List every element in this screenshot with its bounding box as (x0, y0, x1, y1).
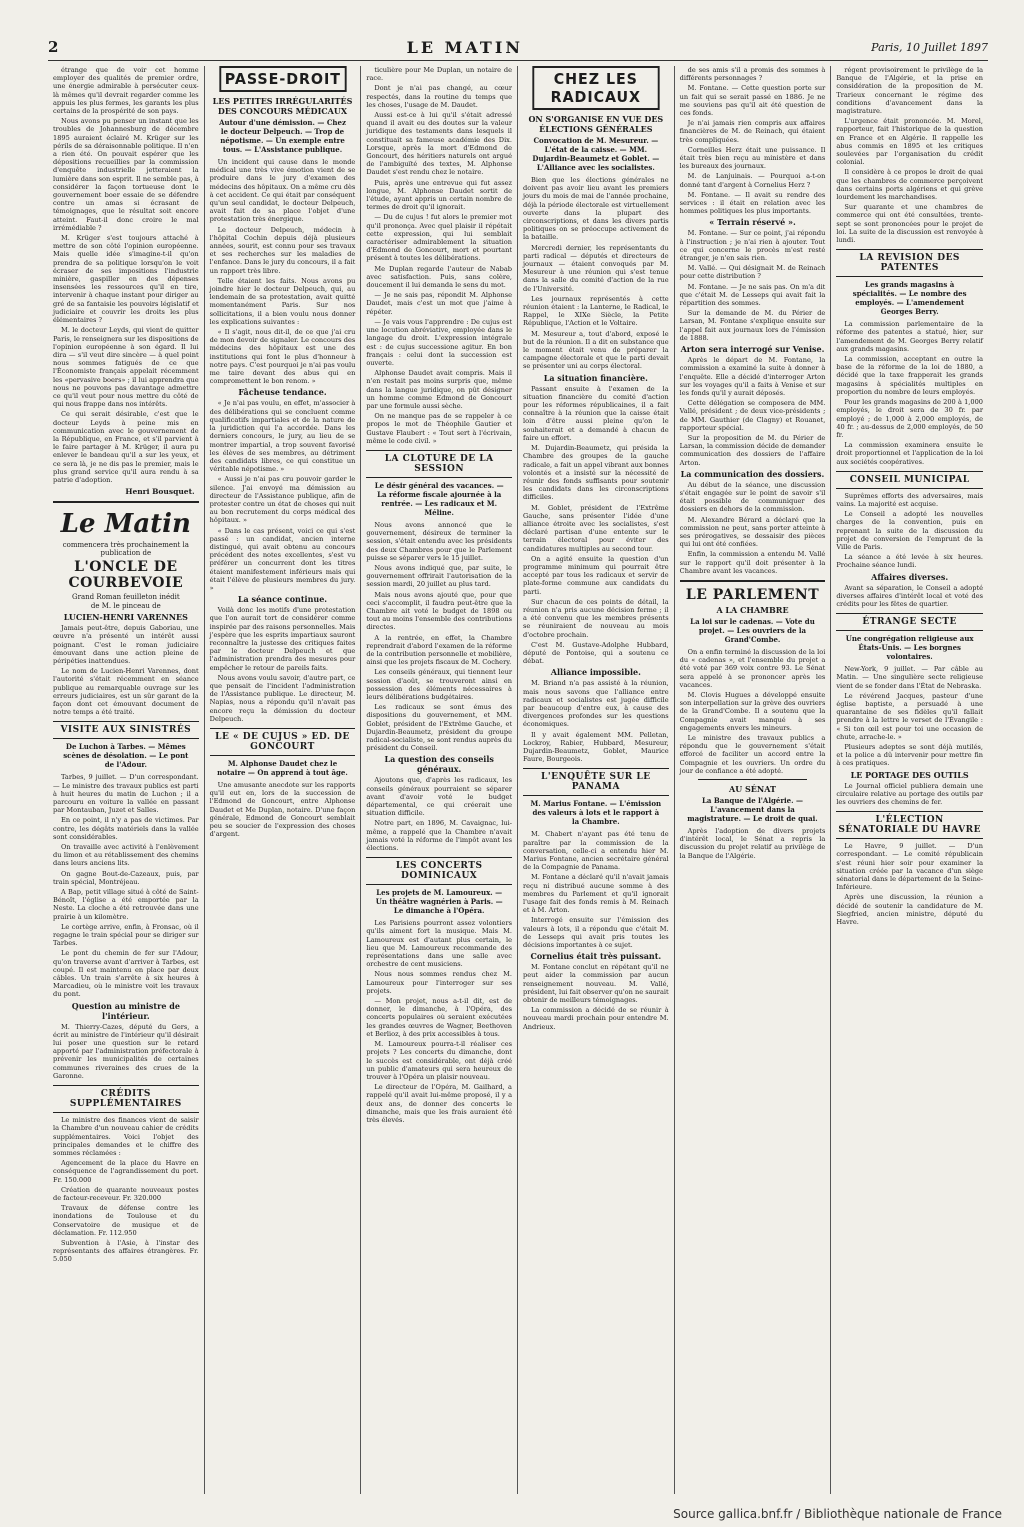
column-1 (48, 66, 205, 1494)
paragraph: — Je vais vous l'apprendre : De cujus est une locution abréviative, employée dans le langage du droit. L'expression intégrale est : de cujus successione agitur. En bon français : celui dont la succession est ouverte. (366, 317, 512, 367)
paragraph: Interrogé ensuite sur l'émission des valeurs à lots, il a répondu que c'était M. de Lesseps qui avait pris toutes les décisions importantes à ce sujet. (523, 916, 669, 950)
paragraph: M. Alexandre Bérard a déclaré que la commission ne peut, sans porter atteinte à ses prérogatives, se dessaisir des pièces qui lui ont été confiées. (679, 515, 826, 549)
paragraph: Sur la demande de M. du Périer de Larsan, M. Fontane s'explique ensuite sur l'appel fait aux journaux lors de l'émission de 1888. (679, 309, 826, 342)
paragraph: M. Fontane. — Je ne sais pas. On m'a dit que c'était M. de Lesseps qui avait fait la répartition des sommes. (679, 282, 826, 308)
deck: Les grands magasins à spécialités. — Le nombre des employés. — L'amendement Georges Berry. (852, 280, 967, 317)
subheading: Alliance impossible. (550, 667, 641, 678)
headline-radicaux: CHEZ LES RADICAUX (532, 66, 659, 110)
paragraph: Telle étaient les faits. Nous avons pu joindre hier le docteur Delpeuch, qui, au lendemain de sa protestation, avait quitté momentanément Paris. Sur nos sollicitations, il a bien voulu nous donner les explications suivantes : (209, 276, 356, 326)
paragraph: Les journaux représentés à cette réunion étaient : la Lanterne, le Radical, le Rappel, le XIXe Siècle, la Petite République, l'Action et le Voltaire. (523, 294, 669, 328)
paragraph: Nous nous sommes rendus chez M. Lamoureux pour l'interroger sur ses projets. (366, 970, 512, 995)
paragraph: « Je n'ai pas voulu, en effet, m'associer à des délibérations qui se concluent comme qualificatifs impartiales et de la nature de la juridiction qui l'a accordée. Dans les derniers concours, le jury, au lieu de se montrer impartial, a trop souvent favorisé les élèves de ses membres, au détriment des candidats libres, ce qui constitue un véritable népotisme. » (209, 399, 356, 474)
paragraph: La commission examinera ensuite le droit proportionnel et l'application de la loi aux sociétés coopératives. (836, 441, 983, 466)
masthead (48, 34, 988, 61)
section-heading-secte: ÉTRANGE SECTE (836, 613, 983, 631)
headline-passe-droit: PASSE-DROIT (219, 66, 346, 92)
section-heading-credits: CRÉDITS SUPPLÉMENTAIRES (53, 1085, 199, 1113)
paragraph: L'urgence était prononcée. M. Morel, rapporteur, fait l'historique de la question en France et en Algérie. Il rappelle les abus commis en 1895 et les critiques soulevées par l'organisation du crédit colonial. (836, 117, 983, 167)
paragraph: On travaille avec activité à l'enlèvement du limon et au rétablissement des chemins dans leurs anciens lits. (53, 843, 199, 868)
paragraph: Le Havre, 9 juillet. — D'un correspondant. — Le comité républicain s'est réuni hier soir pour examiner la situation créée par la vacance d'un siège sénatorial dans le département de la Seine-Inférieure. (836, 842, 983, 892)
paragraph: M. Fontane. — Sur ce point, j'ai répondu à l'instruction ; je n'ai rien à ajouter. Tout ce qui concerne le procès m'est resté étranger, je n'en sais rien. (679, 229, 826, 263)
paragraph: New-York, 9 juillet. — Par câble au Matin. — Une singulière secte religieuse vient de se fonder dans l'État de Nebraska. (836, 665, 983, 690)
paragraph: La commission a décidé de se réunir à nouveau mardi prochain pour entendre M. Andrieux. (523, 1006, 669, 1031)
paragraph: On a enfin terminé la discussion de la loi du « cadenas », et l'ensemble du projet a été voté par 369 voix contre 93. Le Sénat sera appelé à se prononcer après les vacances. (679, 647, 826, 689)
paragraph: Tarbes, 9 juillet. — D'un correspondant. — Le ministre des travaux publics est parti à huit heures du matin de Luchon ; il a parcouru en voiture la vallée en passant par Montauban, Juzet et Salles. (53, 773, 199, 815)
paragraph: Il considère à ce propos le droit de quai que les chambres de commerce perçoivent dans certains ports algériens et qui grève lourdement les marchandises. (836, 168, 983, 202)
signature: Henri Bousquet. (125, 487, 195, 497)
paragraph: Pour les grands magasins de 200 à 1,000 employés, le droit sera de 30 fr. par employé ; de 1,000 à 2,000 employés, de 40 fr. ; au-dessus de 2,000 employés, de 50 fr. (836, 398, 983, 439)
paragraph: Il y avait également MM. Pelletan, Lockroy, Rabier, Hubbard, Mesureur, Dujardin-Beaumetz, Goblet, Maurice Faure, Bourgeois. (523, 730, 669, 764)
newspaper-title: LE MATIN (406, 37, 523, 57)
paragraph: Après une discussion, la réunion a décidé de soutenir la candidature de M. Siegfried, ancien ministre, député du Havre. (836, 893, 983, 927)
column-5 (675, 66, 832, 1494)
paragraph: On ne manque pas de se rappeler à ce propos le mot de Théophile Gautier et Gustave Flaubert : « Tout sert à l'écrivain, même le code civil. » (366, 412, 512, 445)
subheading-senat: AU SÉNAT (729, 784, 776, 795)
paragraph: M. Fontane. — Cette question porte sur un fait qui se serait passé en 1886. Je ne me souviens pas qu'il ait été question de ces fonds. (679, 84, 826, 118)
paragraph: Sur la proposition de M. du Périer de Larsan, la commission décide de demander communication des dossiers de l'affaire Arton. (679, 433, 826, 467)
paragraph: Les radicaux se sont émus des dispositions du gouvernement, et MM. Goblet, président de l'Extrême Gauche, et Dujardin-Beaumetz, président du groupe radical-socialiste, se sont rendus auprès du président du Conseil. (366, 703, 512, 753)
section-heading-havre: L'ÉLECTION SÉNATORIALE DU HAVRE (836, 811, 983, 839)
paragraph: Le ministre des travaux publics a répondu que le gouvernement s'était efforcé de faciliter un accord entre la Compagnie et les ouvriers. Un ordre du jour de confiance a été adopté. (679, 734, 826, 775)
paragraph: Le nom de Lucien-Henri Varennes, dont l'autorité s'était récemment en séance publique au remarquable ouvrage sur les erreurs judiciaires, est un sûr garant de la façon dont cet émouvant document de notre temps a été traité. (53, 667, 199, 717)
column-2 (205, 66, 362, 1494)
paragraph: M. Mesureur a, tout d'abord, exposé le but de la réunion. Il a dit en substance que le moment était venu de préparer la campagne électorale et que le parti devait se présenter uni au corps électoral. (523, 329, 669, 371)
paragraph: Jamais peut-être, depuis Gaboriau, une œuvre n'a présenté un intérêt aussi poignant. C'est le roman judiciaire émouvant dans une action pleine de péripéties inattendues. (53, 624, 199, 665)
paragraph: Plusieurs adeptes se sont déjà mutilés, et la police a dû intervenir pour mettre fin à ces pratiques. (836, 742, 983, 768)
paragraph: Puis, après une entrevue qui fut assez longue, M. Alphonse Daudet sortit de l'étude, ayant appris un certain nombre de termes de droit qu'il ignorait. (366, 178, 512, 212)
page-number: 2 (48, 38, 59, 56)
paragraph: C'est M. Gustave-Adolphe Hubbard, député de Pontoise, qui a soutenu ce débat. (523, 640, 669, 666)
paragraph: Nous avons annoncé que le gouvernement, désireux de terminer la session, s'était entendu avec les présidents des deux Chambres pour que le Parlement puisse se séparer vers le 15 juillet. (366, 520, 512, 562)
subheading: « Terrain réservé ». (709, 217, 796, 228)
subheading-chambre: A LA CHAMBRE (716, 604, 789, 615)
deck: La Banque de l'Algérie. — L'avancement dans la magistrature. — Le droit de quai. (687, 796, 818, 824)
paragraph: Nous avons voulu savoir, d'autre part, ce que pensait de l'incident l'administration de l'Assistance publique. Le directeur, M. Napias, nous a répondu qu'il n'avait pas encore reçu la démission du docteur Delpeuch. (209, 673, 356, 723)
subheadline: ON S'ORGANISE EN VUE DES ÉLECTIONS GÉNÉRALES (528, 114, 664, 134)
paragraph: Dont je n'ai pas changé, au cœur respectés, dans la routine du temps que les choses, l'usage de M. Daudet. (366, 84, 512, 109)
serial-intro: commencera très prochainement la publication de (62, 541, 189, 558)
subheading: Affaires diverses. (871, 571, 949, 582)
paragraph: Cette délégation se composera de MM. Vallé, président ; de deux vice-présidents ; de MM. Gauthier (de Clagny) et Rouanet, rapporteur spécial. (679, 399, 826, 432)
paragraph: Avant sa séparation, le Conseil a adopté diverses affaires d'intérêt local et voté des crédits pour les fêtes de quartier. (836, 583, 983, 608)
paragraph: Enfin, la commission a entendu M. Vallé sur le rapport qu'il doit présenter à la Chambre avant les vacances. (679, 550, 826, 575)
paragraph: — Je ne sais pas, répondit M. Alphonse Daudet, mais c'est un mot que j'aime à répéter. (366, 291, 512, 316)
deck: Convocation de M. Mesureur. — L'état de la caisse. — MM. Dujardin-Beaumetz et Goblet. — L'Alliance avec les socialistes. (532, 136, 660, 172)
deck: Une congrégation religieuse aux États-Unis. — Les borgnes volontaires. (845, 634, 974, 662)
paragraph: « Aussi je n'ai pas cru pouvoir garder le silence. J'ai envoyé ma démission au directeur de l'Assistance publique, afin de protester contre un état de choses qui nuit au bon recrutement du corps médical des hôpitaux. » (209, 475, 356, 525)
paragraph: M. Krüger s'est toujours attaché à mettre de son côté l'opinion européenne. Mais quelle idée s'imagine-t-il qu'on prendra de sa politique lorsqu'on le voit écraser de ses impositions l'industrie minière, gaspiller en des dépenses insensées les ressources qu'il en tire, intervenir à chaque instant pour diriger au gré de sa fantaisie les pouvoirs législatif et judiciaire et couvrir les droits les plus élémentaires ? (53, 234, 199, 325)
issue-date: Paris, 10 Juillet 1897 (871, 40, 988, 54)
columns (48, 66, 988, 1494)
paragraph: Nous avons indiqué que, par suite, le gouvernement offrirait l'autorisation de la session mardi, 20 juillet au plus tard. (366, 563, 512, 589)
paragraph: M. de Lanjuinais. — Pourquoi a-t-on donné tant d'argent à Cornelius Herz ? (679, 172, 826, 189)
paragraph: Ce qui serait désirable, c'est que le docteur Leyds à peine mis en communication avec le gouvernement de la République, en France, et s'il parvient à le faire partager à M. Krüger, il aura pu enlever le bandeau qu'il a sur les yeux, et ce sera là, je ne dis pas le premier, mais le plus grand service qu'il aura rendu à sa patrie d'adoption. (53, 410, 199, 484)
paragraph: M. Dujardin-Beaumetz, qui présida la Chambre des groupes de la gauche radicale, a fait un appel vibrant aux bonnes volontés et a insisté sur la nécessité de réunir des fonds suffisants pour soutenir les candidats dans les circonscriptions difficiles. (523, 444, 669, 502)
paragraph: A la rentrée, en effet, la Chambre reprendrait d'abord l'examen de la réforme de la contribution personnelle et mobilière, ainsi que les projets fiscaux de M. Cochery. (366, 633, 512, 667)
paragraph: Notre part, en 1896, M. Cavaignac, lui-même, a rappelé que la Chambre n'avait jamais voté la réforme de l'impôt avant les élections. (366, 819, 512, 853)
paragraph: « Dans le cas présent, voici ce qui s'est passé : un candidat, ancien interne distingué, qui avait obtenu au concours précédent des notes excellentes, s'est vu préférer un concurrent dont les titres étaient manifestement inférieurs mais qui était l'élève de plusieurs membres du jury. » (209, 526, 356, 592)
deck: M. Marius Fontane. — L'émission des valeurs à lots et le rapport à la Chambre. (530, 799, 662, 827)
deck: Le désir général des vacances. — La réforme fiscale ajournée à la rentrée. — Les radicaux et M. Méline. (374, 480, 504, 517)
paragraph: Après le départ de M. Fontane, la commission a examiné la suite à donner à l'enquête. Elle a décidé d'interroger Arton sur les voyages qu'il a faits à Venise et sur les fonds qu'il y aurait déposés. (679, 356, 826, 397)
section-heading-patentes: LA REVISION DES PATENTES (836, 249, 983, 277)
paragraph: Au début de la séance, une discussion s'était engagée sur le point de savoir s'il était possible de communiquer des dossiers en dehors de la commission. (679, 480, 826, 514)
subheading: La séance continue. (237, 594, 328, 605)
paragraph: Nous avons pu penser un instant que les troubles de Johannesburg de décembre 1895 auraient éclairé M. Krüger sur les périls de sa déraisonnable politique. Il n'en a rien été. On pouvait espérer que les dépositions recueillies par la commission d'enquête industrielle jetteraient la lumière dans son esprit. Il ne semble pas, à considérer la façon tortueuse dont le gouvernement boer essaie de se défendre contre un amas si écrasant de témoignages, que le résultat soit encore atteint. Faut-il donc croire le mal irrémédiable ? (53, 117, 199, 232)
paragraph: Aussi est-ce à lui qu'il s'était adressé quand il avait eu des doutes sur la valeur juridique des testaments dans lesquels il constituait sa fameuse académie des Dix. Lorsque, après la mort d'Edmond de Goncourt, des héritiers naturels ont argué de l'ambiguïté des textes, M. Alphonse Daudet s'est rendu chez le notaire. (366, 111, 512, 177)
paragraph: Alphonse Daudet avait compris. Mais il n'en restait pas moins surpris que, même dans la langue juridique, on pût désigner un homme comme Edmond de Goncourt par une formule aussi sèche. (366, 369, 512, 410)
section-heading-conseil: CONSEIL MUNICIPAL (836, 471, 983, 489)
paragraph: En ce point, il n'y a pas de victimes. Par contre, les dégâts matériels dans la vallée sont considérables. (53, 816, 199, 841)
paragraph: — Du de cujus ! fut alors le premier mot qu'il prononça. Avec quel plaisir il répétait cette expression, qui lui semblait caractériser admirablement la situation d'Edmond de Goncourt, mort et pourtant présent à toutes les délibérations. (366, 213, 512, 263)
section-heading-panama: L'ENQUÊTE SUR LE PANAMA (523, 768, 669, 796)
paragraph: La séance a été levée à six heures. Prochaine séance lundi. (836, 553, 983, 570)
paragraph: Sur chacun de ces points de détail, la réunion n'a pris aucune décision ferme ; il a été convenu que les membres présents se réuniraient de nouveau au mois d'octobre prochain. (523, 597, 669, 639)
paragraph: M. Vallé. — Qui désignait M. de Reinach pour cette distribution ? (679, 264, 826, 281)
subheading: La situation financière. (543, 372, 648, 383)
serial-author: LUCIEN-HENRI VARENNES (63, 612, 188, 623)
subheading: Fâcheuse tendance. (238, 387, 327, 398)
column-6 (831, 66, 988, 1494)
section-heading-cloture: LA CLOTURE DE LA SESSION (366, 450, 512, 478)
paragraph: Le cortège arrive, enfin, à Fronsac, où il regagne le train spécial pour se diriger sur Tarbes. (53, 922, 199, 948)
paragraph: de ses amis s'il a promis des sommes à différents personnages ? (679, 66, 826, 83)
section-heading-visite: VISITE AUX SINISTRÉS (53, 721, 199, 739)
paragraph: Passant ensuite à l'examen de la situation financière du comité d'action pour les réformes républicaines, il a fait connaître à la réunion que la caisse était loin d'être aussi pleine qu'on le souhaiterait et a demandé à chacun de faire un effort. (523, 384, 669, 442)
paragraph: La commission, acceptant en outre la base de la réforme de la loi de 1880, a décidé que la taxe frapperait les grands magasins à spécialités multiples en proportion du nombre de leurs employés. (836, 355, 983, 396)
paragraph: Les Parisiens pourront assez volontiers qu'ils aiment fort la musique. Mais M. Lamoureux est d'autant plus certain, le lieu que M. Lamoureux recommande des représentations dans une salle avec orchestre de cent musiciens. (366, 919, 512, 969)
deck: M. Alphonse Daudet chez le notaire — On apprend à tout âge. (217, 759, 348, 777)
paragraph: Création de quarante nouveaux postes de facteur-receveur. Fr. 320.000 (53, 1185, 199, 1202)
section-heading-concerts: LES CONCERTS DOMINICAUX (366, 857, 512, 885)
paragraph: Ajoutons que, d'après les radicaux, les conseils généraux pourraient se séparer avant d'avoir voté le budget départemental, ce qui créerait une situation difficile. (366, 776, 512, 818)
column-4 (518, 66, 675, 1494)
paragraph: Subvention à l'Asie, à l'instar des représentants des affaires étrangères. Fr. 5.050 (53, 1238, 199, 1264)
paragraph: M. Fontane. — Il avait su rendre des services : il était en relation avec les hommes politiques les plus importants. (679, 190, 826, 216)
paragraph: — Mon projet, nous a-t-il dit, est de donner, le dimanche, à l'Opéra, des concerts populaires où seraient exécutées les grandes œuvres de Wagner, Beethoven et Berlioz, à des prix accessibles à tous. (366, 997, 512, 1038)
subheading: La communication des dossiers. (680, 468, 825, 479)
paragraph: Le ministre des finances vient de saisir la Chambre d'un nouveau cahier de crédits supplémentaires. Voici l'objet des principales demandes et le chiffre des sommes réclamées : (53, 1116, 199, 1157)
paragraph: Les conseils généraux, qui tiennent leur session d'août, se trouveront ainsi en possession des éléments nécessaires à leurs délibérations budgétaires. (366, 668, 512, 701)
paragraph: Le Journal officiel publiera demain une circulaire relative au portage des outils par les ouvriers des chemins de fer. (836, 781, 983, 806)
paragraph: Mais nous avons ajouté que, pour que ceci s'accomplit, il faudra peut-être que la Chambre ait voté le budget de 1898 ou tout au moins l'ensemble des contributions directes. (366, 590, 512, 632)
divider (53, 501, 199, 503)
paragraph: On gagne Bout-de-Cazeaux, puis, par train spécial, Montréjeau. (53, 869, 199, 886)
paragraph: A Bap, petit village situé à côté de Saint-Bénoît, l'église a été emportée par la Neste. La cloche a été retrouvée dans une prairie à un kilomètre. (53, 888, 199, 921)
paragraph: Corneilles Herz était une puissance. Il était très bien reçu au ministère et dans les bureaux des journaux. (679, 145, 826, 171)
paragraph: Suprêmes efforts des adversaires, mais vains. La majorité est acquise. (836, 491, 983, 508)
subheading: LE PORTAGE DES OUTILS (850, 769, 969, 780)
paragraph: La commission parlementaire de la réforme des patentes a statué, hier, sur l'amendement de M. Georges Berry relatif aux grands magasins. (836, 320, 983, 353)
subheading: Cornelius était très puissant. (530, 951, 662, 962)
paragraph: Une amusante anecdote sur les rapports qu'il eut en, lors de la succession de l'Edmond de Goncourt, entre Alphonse Daudet et Me Duplan, notaire. D'une façon générale, Edmond de Goncourt semblait peu se soucier de l'expression des choses d'argent. (209, 781, 356, 839)
paragraph: Voilà donc les motifs d'une protestation que l'on aurait tort de considérer comme inspirée par des raisons personnelles. Mais j'espère que les esprits impartiaux sauront reconnaître la justesse des critiques faites par le docteur Delpeuch et que l'administration prendra des mesures pour empêcher le retour de pareils faits. (209, 606, 356, 672)
deck-visite: De Luchon à Tarbes. — Mêmes scènes de désolation. — Le pont de l'Adour. (63, 742, 189, 770)
divider (698, 779, 808, 780)
paragraph: M. Briand n'a pas assisté à la réunion, mais nous savons que l'alliance entre radicaux et socialistes est jugée difficile par beaucoup d'entre eux, à cause des divergences profondes sur les questions économiques. (523, 679, 669, 729)
deck: Autour d'une démission. — Chez le docteur Delpeuch. — Trop de népotisme. — Un exemple entre tous. — L'Assistance publique. (219, 118, 346, 154)
paragraph: Mercredi dernier, les représentants du parti radical — députés et directeurs de journaux — étaient convoqués par M. Mesureur à une réunion qui s'est tenue dans la salle du comité d'action de la rue de l'Université. (523, 243, 669, 293)
paragraph: Travaux de défense contre les inondations de Toulouse et du Conservatoire de musique et de déclamation. Fr. 112.950 (53, 1204, 199, 1237)
paragraph: régent provisoirement le privilège de la Banque de l'Algérie, et la prise en considération de la proposition de M. Trarieux concernant le régime des conditions d'avancement dans la magistrature. (836, 66, 983, 116)
paragraph: M. Chabert n'ayant pas été tenu de paraître par la commission de la conversation, celle-ci a entendu hier M. Marius Fontane, ancien secrétaire général de la Compagnie de Panama. (523, 830, 669, 872)
paragraph: M. le docteur Leyds, qui vient de quitter Paris, le renseignera sur les dispositions de l'opinion européenne à son égard. Il lui dira — s'il veut dire sincère — à quel point nous sommes fatigués de ce que l'Économiste français appelait récemment les «pervasive boers» ; il lui apprendra que nous ne pouvons pas davantage admettre ce qu'il veut pour nous mettre du côté de qui nous frappe dans nos intérêts. (53, 326, 199, 409)
serial-by: de M. le pinceau de (90, 602, 161, 611)
paragraph: M. Thierry-Cazes, député du Gers, a écrit au ministre de l'intérieur qu'il désirait lui poser une question sur le retard apporté par l'administration préfectorale à prévenir les municipalités de certaines communes riveraines des crues de la Garonne. (53, 1022, 199, 1080)
paragraph: M. Lamoureux pourra-t-il réaliser ces projets ? Les concerts du dimanche, dont le succès est considérable, ont déjà créé un public d'amateurs qui sera heureux de trouver à l'Opéra un plaisir nouveau. (366, 1040, 512, 1081)
paragraph: On a agité ensuite la question d'un programme minimum qui pourrait être accepté par tous les radicaux et servir de plate-forme commune aux candidats du parti. (523, 554, 669, 596)
paragraph: M. Fontane conclut en répétant qu'il ne peut aider la commission par aucun renseignement nouveau. M. Vallé, président, lui fait observer qu'on ne saurait obtenir de meilleurs témoignages. (523, 963, 669, 1005)
paragraph: Après l'adoption de divers projets d'intérêt local, le Sénat a repris la discussion du projet relatif au privilège de la Banque de l'Algérie. (679, 827, 826, 860)
subheading-question: Question au ministre de l'intérieur. (71, 1000, 180, 1021)
paragraph: M. Fontane a déclaré qu'il n'avait jamais reçu ni distribué aucune somme à des membres du Parlement et qu'il ignorait l'usage fait des fonds remis à M. Reinach et à M. Arton. (523, 873, 669, 915)
paragraph: M. Clovis Hugues a développé ensuite son interpellation sur la grève des ouvriers de la Grand'Combe. Il a soutenu que la Compagnie avait manqué à ses engagements envers les mineurs. (679, 690, 826, 732)
paragraph: « Il s'agit, nous dit-il, de ce que j'ai cru de mon devoir de signaler. Le concours des médecins des hôpitaux est une des institutions qui font le plus d'honneur à notre pays. C'est pourquoi je n'ai pas voulu me taire devant des abus qui en compromettent le bon renom. » (209, 328, 356, 386)
paragraph: ticulière pour Me Duplan, un notaire de race. (366, 66, 512, 83)
paragraph: étrange que de voir cet homme employer des qualités de premier ordre, une énergie admirable à persécuter ceux-là mêmes qu'il devrait regarder comme les appuis les plus fermes, les garants les plus certains de la prospérité de son pays. (53, 66, 199, 116)
paragraph: Me Duplan regarde l'auteur de Nabab avec satisfaction. Puis, sans colère, doucement il lui demanda le sens du mot. (366, 264, 512, 290)
le-matin-logo: Le Matin (60, 509, 191, 540)
paragraph: Sur quarante et une chambres de commerce qui ont été consultées, trente-sept se sont prononcées pour le projet de loi. La suite de la discussion est renvoyée à lundi. (836, 203, 983, 245)
paragraph: Le docteur Delpeuch, médecin à l'hôpital Cochin depuis déjà plusieurs années, sourit, est connu pour ses travaux et ses recherches sur les maladies de l'enfance. Dans le jury du concours, il a fait un rapport très libre. (209, 225, 356, 275)
serial-genre: Grand Roman feuilleton inédit (72, 593, 180, 602)
paragraph: Le Conseil a adopté les nouvelles charges de la convention, puis en reprenant la suite de la discussion du projet de conversion de l'emprunt de la Ville de Paris. (836, 510, 983, 551)
paragraph: M. Goblet, président de l'Extrême Gauche, sans présenter l'idée d'une alliance étroite avec les socialistes, s'est déclaré partisan d'une entente sur le terrain électoral pour éviter des candidatures multiples au second tour. (523, 503, 669, 553)
serial-title: L'ONCLE DE COURBEVOIE (68, 559, 184, 592)
paragraph: Agencement de la place du Havre en conséquence de l'agrandissement du port. Fr. 150.000 (53, 1159, 199, 1184)
subheading: La question des conseils généraux. (384, 754, 494, 775)
subheadline: LES PETITES IRRÉGULARITÉS DES CONCOURS MÉDICAUX (212, 96, 353, 116)
source-credit: Source gallica.bnf.fr / Bibliothèque nationale de France (673, 1507, 1002, 1521)
paragraph: Le révérend Jacques, pasteur d'une église baptiste, a persuadé à une quarantaine de ses fidèles qu'il fallait prendre à la lettre le verset de l'Évangile : « Si ton œil est pour toi une occasion de chute, arrache-le. » (836, 691, 983, 741)
paragraph: Le pont du chemin de fer sur l'Adour, qu'on traverse avant d'arriver à Tarbes, est coupé. Il est maintenu en place par deux câbles. Un train s'arrête à six heures à Marcadieu, où le ministre voit les travaux du pont. (53, 949, 199, 999)
paragraph: Bien que les élections générales ne doivent pas avoir lieu avant les premiers jours du mois de mai de l'année prochaine, déjà la période électorale est virtuellement ouverte dans la plupart des circonscriptions, et dans les divers partis politiques on se préoccupe activement de la bataille. (523, 176, 669, 242)
divider (680, 580, 826, 582)
subheading: Arton sera interrogé sur Venise. (680, 344, 825, 355)
paragraph: Le directeur de l'Opéra, M. Gailhard, a rappelé qu'il avait lui-même proposé, il y a deux ans, de donner des concerts le dimanche, mais que les frais auraient été très élevés. (366, 1083, 512, 1124)
section-heading-goncourt: LE « DE CUJUS » ED. DE GONCOURT (210, 728, 356, 756)
column-3 (361, 66, 518, 1494)
deck: Les projets de M. Lamoureux. — Un théâtre wagnérien à Paris. — Le dimanche à l'Opéra. (375, 888, 503, 916)
deck: La loi sur le cadenas. — Vote du projet. — Les ouvriers de la Grand'Combe. (690, 616, 815, 644)
section-heading-parlement: LE PARLEMENT (685, 586, 820, 603)
paragraph: Je n'ai jamais rien compris aux affaires financières de M. de Reinach, qui étaient très compliquées. (679, 119, 826, 144)
paragraph: Un incident qui cause dans le monde médical une très vive émotion vient de se produire dans le jury d'examen des médecins des hôpitaux. On a même cru dès à cet accident. Ce qui était par conséquent qu'un seul candidat, le docteur Delpeuch, avait fait de sa place l'objet d'une protestation très énergique. (209, 158, 356, 224)
